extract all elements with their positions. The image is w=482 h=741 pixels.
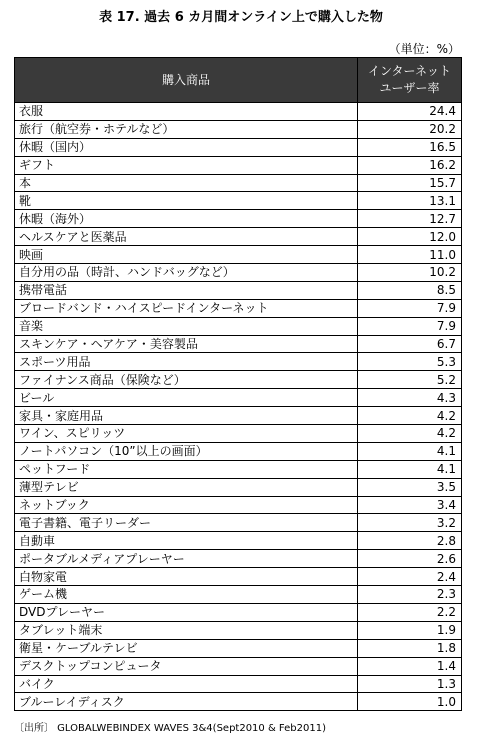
unit-label: （単位：%） [388,42,460,56]
table-header-row [15,58,462,103]
rate-cell: 3.2 [358,514,462,532]
table-row [15,299,462,317]
table-row [15,192,462,210]
item-cell: 休暇（海外） [15,210,358,228]
rate-cell: 3.4 [358,496,462,514]
item-cell: 自動車 [15,532,358,550]
table-row [15,174,462,192]
rate-cell: 7.9 [358,317,462,335]
header-rate-line2: ユーザー率 [379,81,440,95]
rate-cell: 16.5 [358,138,462,156]
item-cell: タブレット端末 [15,621,358,639]
rate-cell: 4.1 [358,460,462,478]
rate-cell: 4.2 [358,425,462,443]
table-row [15,621,462,639]
rate-cell: 13.1 [358,192,462,210]
table-row [15,478,462,496]
rate-cell: 3.5 [358,478,462,496]
table-row [15,317,462,335]
table-row [15,389,462,407]
item-cell: 旅行（航空券・ホテルなど） [15,120,358,138]
table-row [15,103,462,121]
rate-cell: 4.3 [358,389,462,407]
rate-cell: 1.4 [358,657,462,675]
table-row [15,281,462,299]
item-cell: 衣服 [15,103,358,121]
table-row [15,568,462,586]
rate-cell: 5.2 [358,371,462,389]
item-cell: ブロードバンド・ハイスピードインターネット [15,299,358,317]
item-cell: ビール [15,389,358,407]
rate-cell: 12.7 [358,210,462,228]
rate-cell: 5.3 [358,353,462,371]
item-cell: 本 [15,174,358,192]
item-cell: 休暇（国内） [15,138,358,156]
item-cell: 映画 [15,246,358,264]
source-note: 〔出所〕 GLOBALWEBINDEX WAVES 3&4(Sept2010 & Feb2011) [14,723,326,734]
table-row [15,210,462,228]
rate-cell: 16.2 [358,156,462,174]
rate-cell: 6.7 [358,335,462,353]
item-cell: 自分用の品（時計、ハンドバッグなど） [15,264,358,282]
table-row [15,514,462,532]
item-cell: ギフト [15,156,358,174]
item-cell: 音楽 [15,317,358,335]
table-row [15,639,462,657]
rate-cell: 4.1 [358,442,462,460]
header-rate-line1: インターネット [368,64,451,78]
rate-cell: 1.3 [358,675,462,693]
item-cell: デスクトップコンピュータ [15,657,358,675]
table-row [15,693,462,711]
table-row [15,460,462,478]
rate-cell: 2.3 [358,586,462,604]
rate-cell: 4.2 [358,407,462,425]
rate-cell: 2.8 [358,532,462,550]
table-row [15,138,462,156]
rate-cell: 10.2 [358,264,462,282]
table-row [15,246,462,264]
table-row [15,586,462,604]
rate-cell: 12.0 [358,228,462,246]
rate-cell: 1.0 [358,693,462,711]
table-body [15,103,462,711]
rate-cell: 2.4 [358,568,462,586]
item-cell: 薄型テレビ [15,478,358,496]
table-row [15,532,462,550]
table-row [15,120,462,138]
item-cell: ワイン、スピリッツ [15,425,358,443]
rate-cell: 1.9 [358,621,462,639]
item-cell: 白物家電 [15,568,358,586]
table-title: 表 17. 過去 6 カ月間オンライン上で購入した物 [99,10,383,25]
table-row [15,603,462,621]
header-item: 購入商品 [15,58,358,103]
item-cell: 電子書籍、電子リーダー [15,514,358,532]
item-cell: スキンケア・ヘアケア・美容製品 [15,335,358,353]
table-row [15,496,462,514]
item-cell: ヘルスケアと医薬品 [15,228,358,246]
item-cell: ゲーム機 [15,586,358,604]
item-cell: 家具・家庭用品 [15,407,358,425]
item-cell: 携帯電話 [15,281,358,299]
rate-cell: 2.2 [358,603,462,621]
item-cell: ファイナンス商品（保険など） [15,371,358,389]
item-cell: 衛星・ケーブルテレビ [15,639,358,657]
header-rate [358,58,462,103]
table-row [15,550,462,568]
rate-cell: 7.9 [358,299,462,317]
rate-cell: 2.6 [358,550,462,568]
rate-cell: 1.8 [358,639,462,657]
table-row [15,371,462,389]
table-row [15,675,462,693]
table-row [15,407,462,425]
item-cell: 靴 [15,192,358,210]
item-cell: ネットブック [15,496,358,514]
rate-cell: 11.0 [358,246,462,264]
item-cell: バイク [15,675,358,693]
table-row [15,156,462,174]
table-row [15,442,462,460]
table-row [15,228,462,246]
item-cell: ブルーレイディスク [15,693,358,711]
rate-cell: 15.7 [358,174,462,192]
table-row [15,353,462,371]
table-row [15,425,462,443]
rate-cell: 24.4 [358,103,462,121]
table-row [15,335,462,353]
rate-cell: 20.2 [358,120,462,138]
item-cell: DVDプレーヤー [15,603,358,621]
item-cell: スポーツ用品 [15,353,358,371]
rate-cell: 8.5 [358,281,462,299]
purchase-table [14,57,462,711]
table-row [15,264,462,282]
item-cell: ペットフード [15,460,358,478]
item-cell: ポータブルメディアプレーヤー [15,550,358,568]
table-row [15,657,462,675]
item-cell: ノートパソコン（10”以上の画面） [15,442,358,460]
